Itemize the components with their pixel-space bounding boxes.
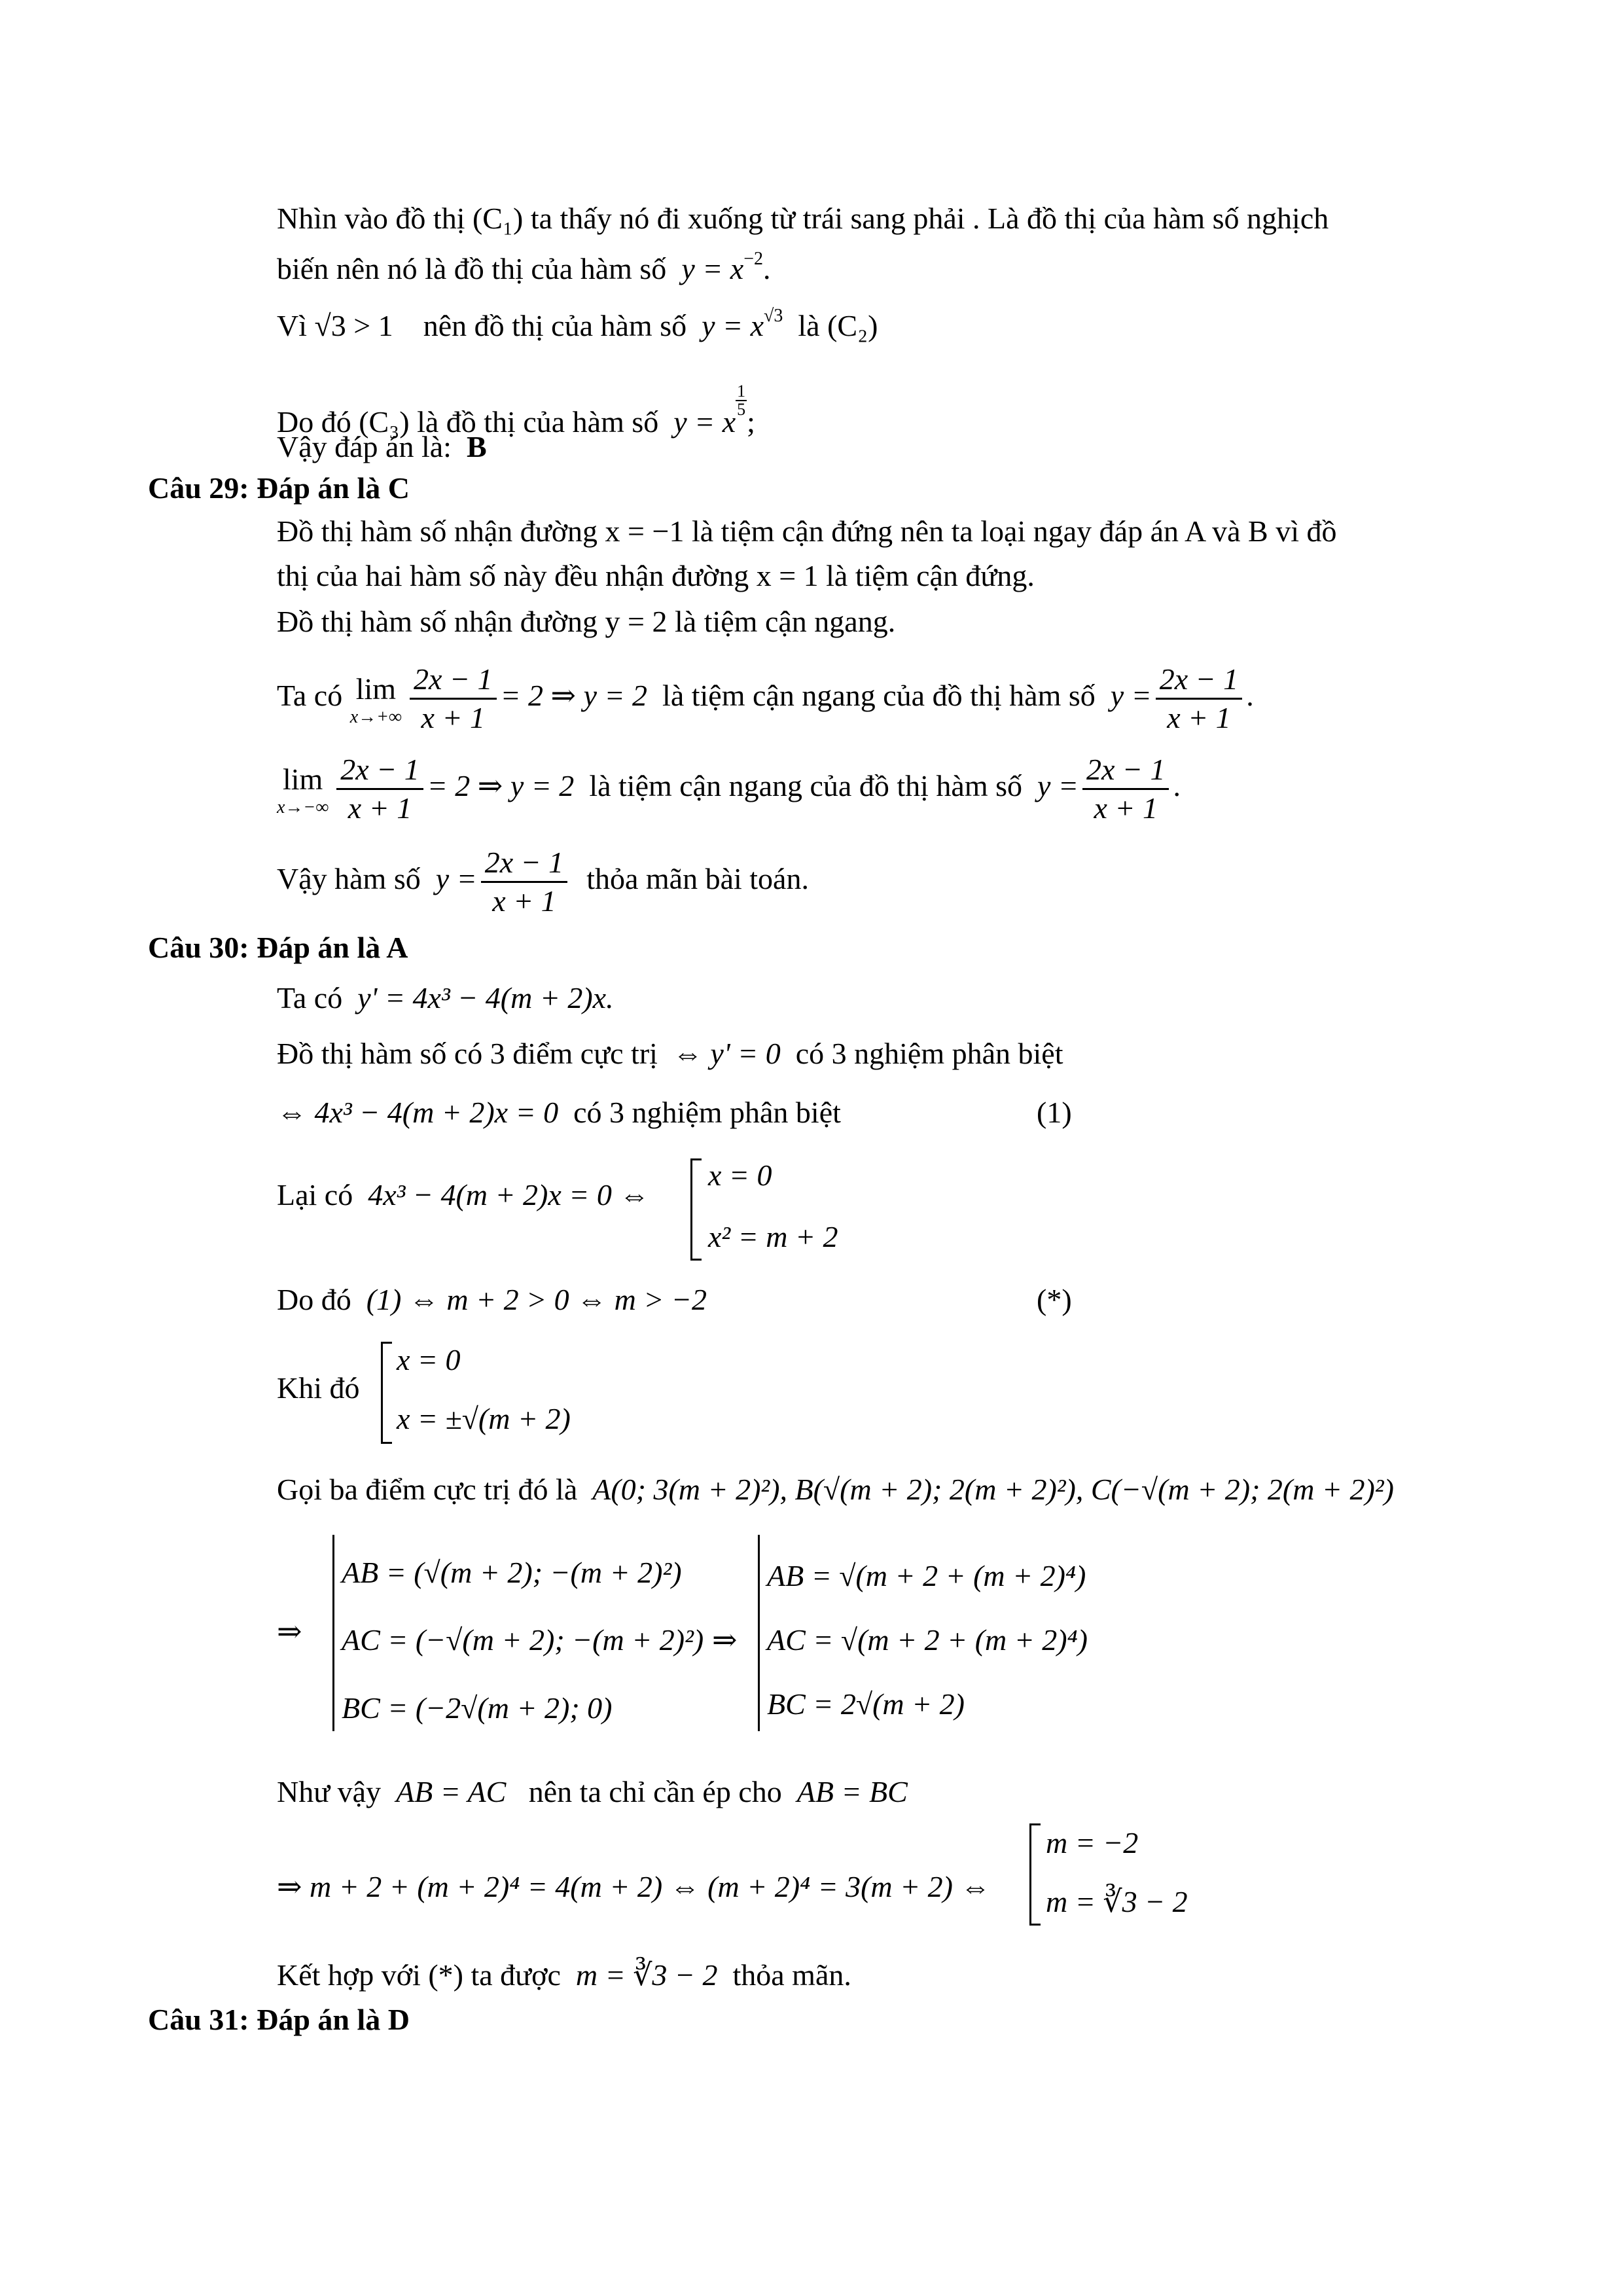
implies-symbol: ⇒ [277, 1615, 302, 1648]
system-brace [758, 1535, 766, 1731]
q31-heading: Câu 31: Đáp án là D [148, 2003, 410, 2036]
q30-line-8: Như vậy AB = AC nên ta chỉ cần ép cho AB = BC [277, 1775, 908, 1808]
case-option: x² = m + 2 [708, 1220, 838, 1253]
q30-heading: Câu 30: Đáp án là A [148, 931, 408, 964]
length-ac: AC = √(m + 2 + (m + 2)⁴) [767, 1623, 1088, 1657]
case-bracket [381, 1342, 392, 1444]
case-option: x = 0 [397, 1343, 461, 1376]
q30-line-6: Khi đó [277, 1371, 360, 1405]
q29-heading: Câu 29: Đáp án là C [148, 471, 410, 505]
case-bracket [1029, 1823, 1041, 1926]
vector-ac: AC = (−√(m + 2); −(m + 2)²) [342, 1623, 704, 1657]
q30-tag-star: (*) [1037, 1283, 1072, 1316]
fraction: $\frac{2x - 1}{x + 1}$ [1082, 751, 1169, 827]
q29-conclusion: Vậy hàm số y = $\frac{2x - 1}{x + 1}$ thỏa mãn bài toán. [277, 844, 809, 920]
limit-symbol: lim x→+∞ [349, 672, 402, 727]
system-brace [332, 1535, 341, 1731]
q30-line-4: Lại có 4x³ − 4(m + 2)x = 0 ⇔ [277, 1178, 650, 1211]
fraction: $\frac{2x - 1}{x + 1}$ [481, 844, 567, 920]
q30-line-9: ⇒ m + 2 + (m + 2)⁴ = 4(m + 2) ⇔ (m + 2)⁴ = 3(m + 2) ⇔ [277, 1870, 991, 1903]
fraction: $\frac{2x - 1}{x + 1}$ [410, 661, 496, 736]
case-option: m = −2 [1046, 1826, 1139, 1859]
q30-tag-1: (1) [1037, 1096, 1072, 1129]
q29-para-1a: Đồ thị hàm số nhận đường x = −1 là tiệm cận đứng nên ta loại ngay đáp án A và B vì đồ [277, 514, 1337, 548]
intro-line-4: Do đó (C₃) là đồ thị của hàm số y = x $\frac{1}{5}$ ; [277, 382, 755, 439]
intro-line-3: Vì √3 > 1 nên đồ thị của hàm số $y = x^{√3}$ là (C₂) [277, 306, 878, 342]
q29-limit-plus-inf: Ta có lim x→+∞ $\frac{2x - 1}{x + 1}$ = 2 ⇒ y = 2 là tiệm cận ngang của đồ thị hàm số y = $\frac{2x - 1}{x + 1}$ . [277, 661, 1254, 736]
q29-limit-minus-inf: lim x→−∞ $\frac{2x - 1}{x + 1}$ = 2 ⇒ y = 2 là tiệm cận ngang của đồ thị hàm số y = $\frac{2x - 1}{x + 1}$ . [277, 751, 1181, 827]
q30-line-3: ⇔ 4x³ − 4(m + 2)x = 0 có 3 nghiệm phân biệt [277, 1096, 841, 1129]
intro-line-2: biến nên nó là đồ thị của hàm số $y = x^{-2}$. [277, 249, 771, 285]
fraction: $\frac{2x - 1}{x + 1}$ [336, 751, 423, 827]
q30-line-7: Gọi ba điểm cực trị đó là A(0; 3(m + 2)²), B(√(m + 2); 2(m + 2)²), C(−√(m + 2); 2(m + 2)²) [277, 1473, 1394, 1506]
intro-line-1: Nhìn vào đồ thị (C₁) ta thấy nó đi xuống từ trái sang phải . Là đồ thị của hàm số nghịch [277, 202, 1329, 235]
q30-line-2: Đồ thị hàm số có 3 điểm cực trị ⇔ y' = 0 có 3 nghiệm phân biệt [277, 1037, 1063, 1070]
case-option: x = 0 [708, 1158, 772, 1192]
vector-bc: BC = (−2√(m + 2); 0) [342, 1691, 613, 1725]
length-bc: BC = 2√(m + 2) [767, 1687, 965, 1721]
implies-symbol: ⇒ [712, 1623, 738, 1657]
case-option: m = ∛3 − 2 [1046, 1885, 1188, 1918]
q30-line-10: Kết hợp với (*) ta được m = ∛3 − 2 thỏa mãn. [277, 1958, 851, 1992]
q30-line-5: Do đó (1) ⇔ m + 2 > 0 ⇔ m > −2 [277, 1283, 707, 1316]
q30-line-1: Ta có y' = 4x³ − 4(m + 2)x. [277, 981, 614, 1014]
case-bracket [690, 1158, 702, 1261]
fraction: $\frac{2x - 1}{x + 1}$ [1156, 661, 1242, 736]
q29-para-2: Đồ thị hàm số nhận đường y = 2 là tiệm cận ngang. [277, 605, 896, 638]
case-option: x = ±√(m + 2) [397, 1402, 571, 1435]
length-ab: AB = √(m + 2 + (m + 2)⁴) [767, 1559, 1086, 1592]
q29-para-1b: thị của hai hàm số này đều nhận đường x = 1 là tiệm cận đứng. [277, 559, 1035, 592]
limit-symbol: lim x→−∞ [277, 762, 329, 817]
intro-line-5: Vậy đáp án là: B [277, 430, 487, 463]
vector-ab: AB = (√(m + 2); −(m + 2)²) [342, 1556, 682, 1589]
